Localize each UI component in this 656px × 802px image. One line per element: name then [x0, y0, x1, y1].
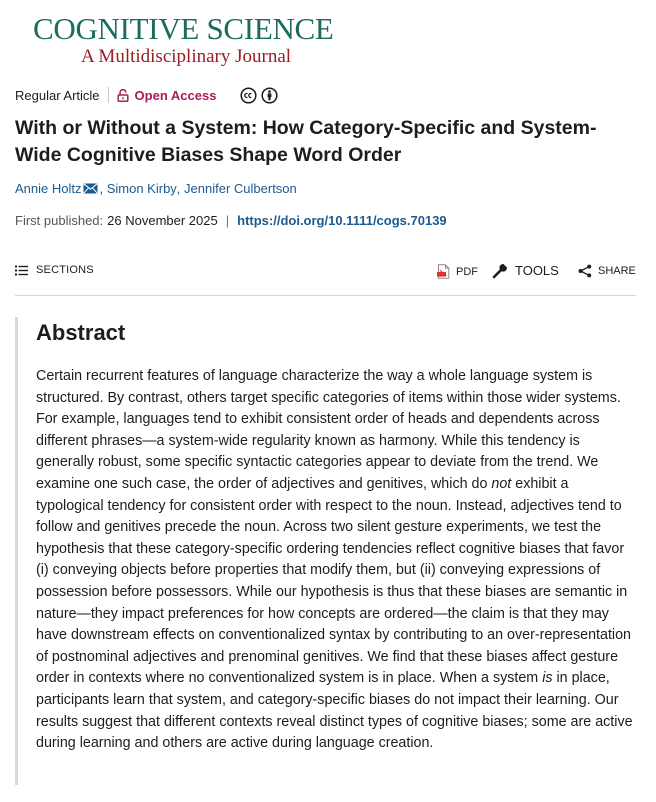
abstract-heading: Abstract — [36, 320, 126, 345]
by-icon — [261, 87, 278, 104]
list-icon — [15, 265, 28, 276]
wrench-icon — [492, 262, 509, 279]
tools-label: TOOLS — [515, 263, 559, 278]
mail-icon[interactable] — [83, 183, 98, 194]
journal-subtitle: A Multidisciplinary Journal — [81, 46, 292, 67]
journal-logo[interactable] — [33, 11, 334, 68]
author-link[interactable]: Simon Kirby — [106, 181, 177, 196]
journal-name: COGNITIVE SCIENCE — [33, 11, 334, 46]
sections-label: SECTIONS — [36, 264, 94, 276]
abstract-emphasis: not — [491, 475, 512, 492]
author-link[interactable]: Annie Holtz — [15, 181, 82, 196]
publication-info — [15, 213, 447, 228]
doi-link[interactable]: https://doi.org/10.1111/cogs.70139 — [237, 213, 447, 228]
published-date: 26 November 2025 — [107, 213, 218, 228]
author-separator: , — [176, 181, 185, 196]
abstract-text — [36, 366, 636, 755]
abstract-emphasis: is — [542, 670, 553, 687]
article-title: With or Without a System: How Category-Specific and System-Wide Cognitive Biases Shape Word Order — [15, 117, 597, 166]
pdf-label: PDF — [456, 265, 478, 278]
abstract-text-part: Certain recurrent features of language characterize the way a whole language system is structured. By contrast, others target specific categories of items within those wider systems. For example, languages tend to exhibit consistent order of heads and dependents across different phrases—a system-wide regularity known as harmony. While this tendency is generally robust, some specific syntactic categories appear to deviate from the trend. We examine one such case, the order of adjectives and genitives, which do — [36, 368, 621, 492]
share-button[interactable] — [578, 264, 636, 278]
cc-icon — [240, 87, 257, 104]
sections-button[interactable] — [15, 264, 94, 276]
section-divider — [15, 295, 636, 296]
pdf-button[interactable] — [437, 264, 478, 279]
abstract-text-part: in place, participants learn that system, and category-specific biases do not impact their learning. Our results suggest that different contexts reveal distinct types of cognitive biases; some are active during learning and others are active during language creation. — [36, 670, 633, 752]
info-separator: | — [225, 213, 230, 228]
article-toolbar — [15, 262, 636, 282]
open-access-badge[interactable] — [117, 88, 217, 103]
meta-separator — [108, 87, 109, 103]
abstract-text-part: exhibit a typological tendency for consistent order with respect to the noun. Instead, adjectives tend to follow and genitives precede the noun. Across two silent gesture experiments, we test the hypothesis that these category-specific ordering tendencies reflect cognitive biases that favor (i) conveying objects before properties that modify them, but (ii) conveying expressions of possession before possessors. While our hypothesis is thus that these biases are semantic in nature—they impact preferences for how concepts are ordered—the claim is that they may have downstream effects on conventionalized syntax by contributing to an over-representation of postnominal adjectives and prenominal genitives. We find that these biases affect gesture order in contexts where no conventionalized system is in place. When a system — [36, 475, 631, 687]
tools-button[interactable] — [492, 262, 559, 279]
license-icons[interactable] — [240, 87, 278, 104]
open-access-label: Open Access — [134, 87, 217, 103]
lock-open-icon — [117, 89, 129, 102]
share-icon — [578, 264, 592, 278]
abstract-section — [15, 317, 636, 785]
author-list — [15, 181, 297, 196]
author-separator: , — [99, 181, 107, 196]
share-label: SHARE — [598, 265, 636, 277]
published-label: First published: — [15, 213, 104, 228]
pdf-icon — [437, 264, 450, 279]
article-type: Regular Article — [15, 87, 100, 103]
article-meta-row — [15, 86, 278, 104]
author-link[interactable]: Jennifer Culbertson — [184, 181, 297, 196]
